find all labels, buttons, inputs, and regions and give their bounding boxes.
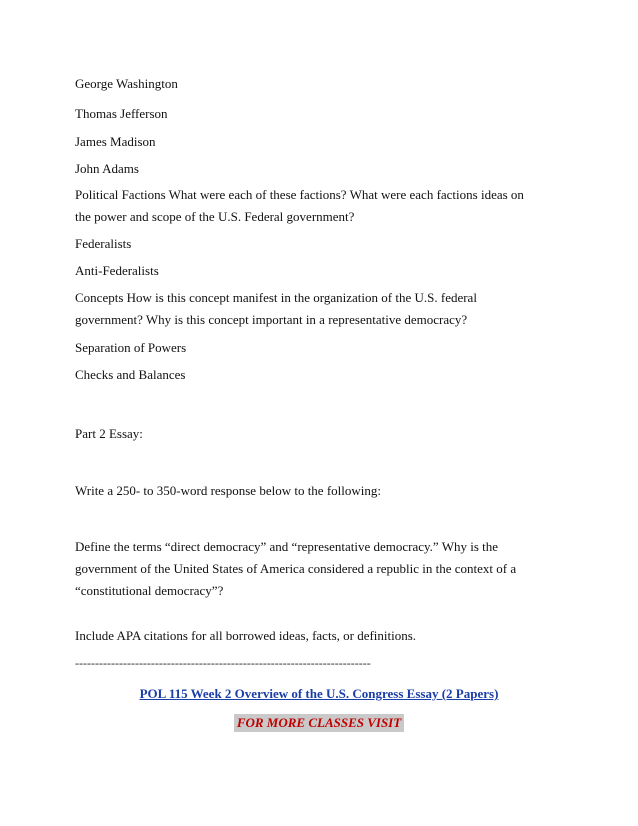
definition-prompt-line-1: Define the terms “direct democracy” and “representative democracy.” Why is the	[75, 539, 499, 554]
faction-anti-federalists: Anti-Federalists	[75, 263, 159, 278]
concept-checks-and-balances: Checks and Balances	[75, 367, 186, 382]
person-adams: John Adams	[75, 161, 139, 176]
concepts-prompt-line-2: government? Why is this concept important in a representative democracy?	[75, 312, 468, 327]
visit-banner	[0, 714, 638, 732]
person-washington: George Washington	[75, 76, 178, 91]
person-jefferson: Thomas Jefferson	[75, 106, 168, 121]
concept-separation-of-powers: Separation of Powers	[75, 340, 187, 355]
essay-instruction: Write a 250- to 350-word response below to the following:	[75, 483, 381, 498]
visit-text[interactable]: FOR MORE CLASSES VISIT	[234, 714, 404, 732]
person-madison: James Madison	[75, 134, 156, 149]
factions-prompt-line-2: the power and scope of the U.S. Federal government?	[75, 209, 355, 224]
apa-note: Include APA citations for all borrowed ideas, facts, or definitions.	[75, 628, 417, 643]
definition-prompt-line-3: “constitutional democracy”?	[75, 583, 224, 598]
factions-prompt-line-1: Political Factions What were each of these factions? What were each factions ideas on	[75, 187, 524, 202]
separator-line: --------------------------------------------------------------------------	[75, 656, 371, 670]
concepts-prompt-line-1: Concepts How is this concept manifest in the organization of the U.S. federal	[75, 290, 477, 305]
course-link[interactable]: POL 115 Week 2 Overview of the U.S. Congress Essay (2 Papers)	[139, 686, 499, 701]
faction-federalists: Federalists	[75, 236, 132, 251]
definition-prompt-line-2: government of the United States of America considered a republic in the context of a	[75, 561, 517, 576]
part2-heading: Part 2 Essay:	[75, 426, 143, 441]
